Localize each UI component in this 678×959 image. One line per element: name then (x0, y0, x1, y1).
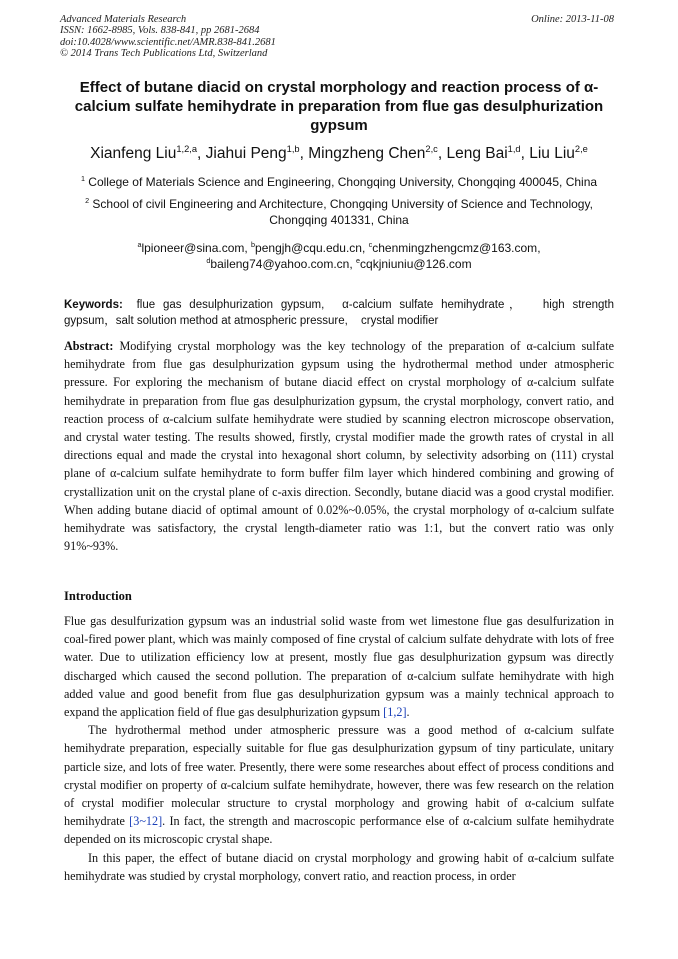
author: Mingzheng Chen$^{2,c}$, (308, 143, 447, 162)
keywords-label: Keywords: (64, 299, 123, 311)
keyword: flue gas desulphurization gypsum, (136, 299, 325, 311)
online-date: Online: 2013-11-08 (531, 14, 614, 25)
author: Leng Bai$^{1,d}$, (446, 143, 530, 162)
paper-title: Effect of butane diacid on crystal morphology and reaction process of α-calcium sulfate hemihydrate in preparation from flue gas desulphurization gypsum (74, 79, 604, 134)
affiliation-2: $^2$ School of civil Engineering and Architecture, Chongqing University of Science and Technology, Chongqing 401331, China (85, 196, 593, 227)
abstract-label: Abstract: (64, 339, 114, 353)
email-address[interactable]: $^e$cqkjniuniu@126.com (356, 256, 472, 271)
doi-line: doi:10.4028/www.scientific.net/AMR.838-841.2681 (60, 36, 276, 48)
citation-link[interactable]: [3~12] (129, 814, 163, 829)
author: Xianfeng Liu$^{1,2,a}$, (90, 143, 206, 162)
author-list (40, 144, 638, 164)
author: Jiahui Peng$^{1,b}$, (205, 143, 309, 162)
author: Liu Liu$^{2,e}$ (529, 143, 588, 162)
affiliation-1: $^1$ College of Materials Science and Engineering, Chongqing University, Chongqing 400045, China (80, 174, 598, 189)
journal-meta (60, 14, 276, 60)
introduction-body (64, 612, 614, 885)
copyright-line: © 2014 Trans Tech Publications Ltd, Switzerland (60, 48, 268, 60)
section-heading-introduction: Introduction (64, 589, 132, 603)
email-address[interactable]: $^d$baileng74@yahoo.com.cn (206, 256, 350, 271)
email-address[interactable]: $^b$pengjh@cqu.edu.cn (251, 240, 362, 255)
citation-link[interactable]: [1,2] (383, 705, 407, 720)
issn-line: ISSN: 1662-8985, Vols. 838-841, pp 2681-2684 (60, 25, 260, 37)
keyword: crystal modifier (361, 315, 439, 327)
keywords (64, 297, 614, 329)
abstract (64, 337, 614, 555)
keyword: α-calcium sulfate hemihydrate， (342, 299, 526, 311)
journal-name: Advanced Materials Research (60, 14, 187, 25)
email-address[interactable]: $^c$chenmingzhengcmz@163.com (368, 240, 538, 255)
paragraph: In this paper, the effect of butane diacid on crystal morphology and growing habit of α-calcium sulfate hemihydrate was studied by crystal morphology, convert ratio, and reaction process, in order (64, 850, 614, 883)
email-line-1: $^a$lpioneer@sina.com, $^b$pengjh@cqu.edu.cn, $^c$chenmingzhengcmz@163.com, (137, 240, 541, 255)
keyword: high strength gypsum，salt solution method at atmospheric pressure, (64, 299, 615, 327)
abstract-text: Modifying crystal morphology was the key technology of the preparation of α-calcium sulfate hemihydrate from flue gas desulphurization gypsum using the hydrothermal method under atmospheric pressure. For exploring the mechanism of butane diacid effect on crystal morphology of α-calcium sulfate hemihydrate in preparation from flue gas desulphurization gypsum, the crystal morphology, convert ratio, and reaction process of α-calcium sulfate hemihydrate were studied by scanning electron microscope observation, and crystal water testing. The results showed, firstly, crystal modifier made the growth rates of crystal in all directions equal and made the crystal into hexagonal short column, by selectivity adsorbing on (111) crystal plane of α-calcium sulfate hemihydrate to form buffer film layer which hindered combining and growing of crystallization unit on the crystal plane of c-axis direction. Secondly, butane diacid was a good crystal modifier. When adding butane diacid of optimal amount of 0.02%~0.05%, the crystal morphology of α-calcium sulfate hemihydrate was satisfactory, the crystal length-diameter ratio was 1:1, but the convert ratio was only 91%~93%. (64, 339, 614, 554)
paragraph: The hydrothermal method under atmospheric pressure was a good method of α-calcium sulfate hemihydrate preparation, especially suitable for flue gas desulphurization gypsum of tiny particulate, unitary particle size, and lots of free water. Presently, there were some researches about effect of process conditions and crystal modifier on property of α-calcium sulfate hemihydrate, however, there was few research on the relation of crystal modifier molecular structure to crystal morphology and growing habit of α-calcium sulfate hemihydrate [3~12]. In fact, the strength and macroscopic performance else of α-calcium sulfate hemihydrate depended on its microscopic crystal shape. (64, 723, 614, 847)
email-address[interactable]: $^a$lpioneer@sina.com (137, 240, 245, 255)
paragraph: Flue gas desulfurization gypsum was an industrial solid waste from wet limestone flue gas desulfurization in coal-fired power plant, which was mainly composed of fine crystal of calcium sulfate dehydrate with lots of free water. Due to utilization efficiency low at present, mostly flue gas desulphurization gypsum was directly discharged which caused the second pollution. The preparation of α-calcium sulfate hemihydrate with high added value and good benefit from flue gas desulphurization gypsum was a mainly technical approach to expand the application field of flue gas desulphurization gypsum [1,2]. (64, 614, 614, 720)
email-block (60, 240, 618, 272)
email-line-2: $^d$baileng74@yahoo.com.cn, $^e$cqkjniuniu@126.com (206, 256, 472, 271)
